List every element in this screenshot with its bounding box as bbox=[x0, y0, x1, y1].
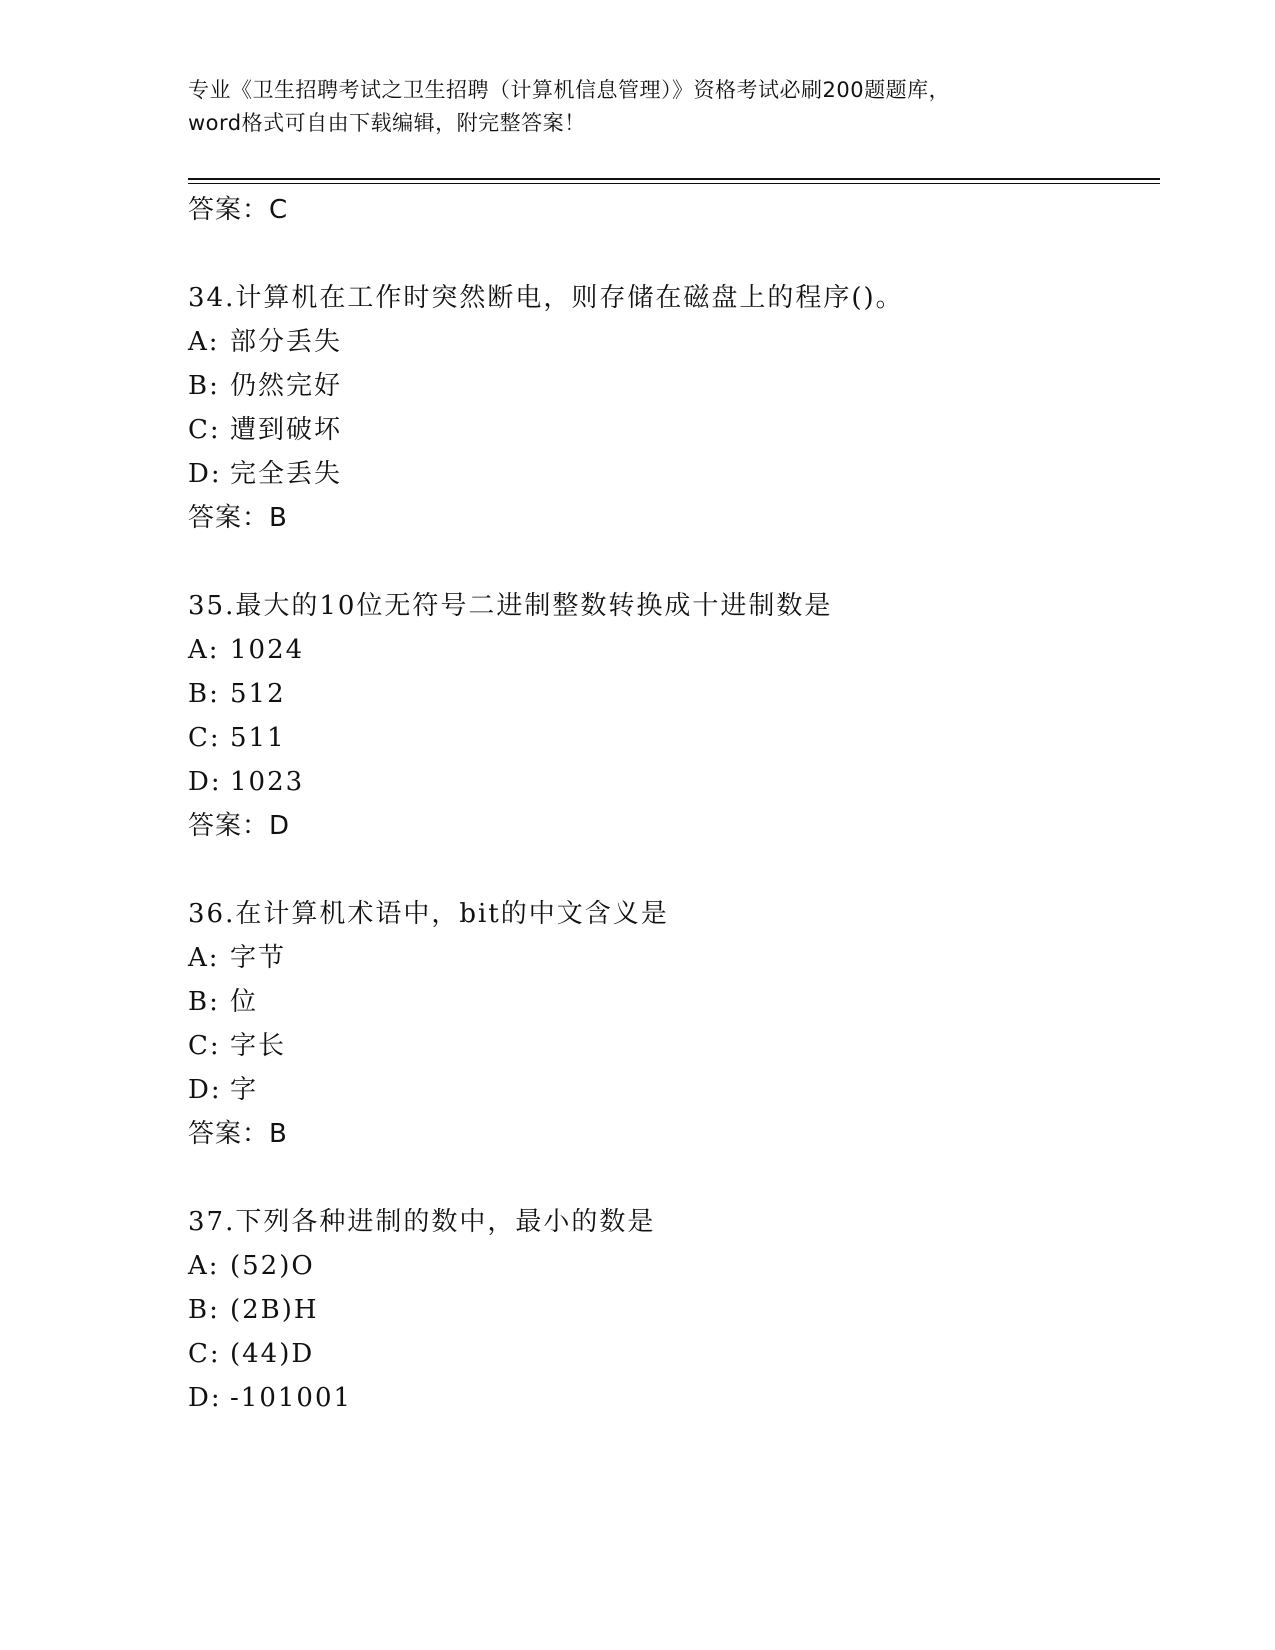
option-34-c bbox=[188, 412, 342, 448]
question-stem-36: 36.在计算机术语中，bit的中文含义是 bbox=[188, 899, 669, 929]
option-text: 1023 bbox=[230, 767, 305, 797]
header-line-1: 专业《卫生招聘考试之卫生招聘（计算机信息管理）》资格考试必刷200题题库， bbox=[188, 78, 951, 102]
header-line-2: word格式可自由下载编辑，附完整答案！ bbox=[188, 111, 586, 135]
header-rule-thin bbox=[188, 183, 1160, 184]
question-stem-37: 37.下列各种进制的数中，最小的数是 bbox=[188, 1207, 656, 1237]
option-letter: A: bbox=[188, 943, 220, 973]
option-37-c bbox=[188, 1336, 314, 1372]
option-37-d bbox=[188, 1380, 352, 1416]
option-text: 字长 bbox=[230, 1031, 287, 1061]
option-36-a bbox=[188, 940, 286, 976]
option-36-c bbox=[188, 1028, 286, 1064]
option-text: (44)D bbox=[230, 1339, 315, 1369]
answer-36: 答案：B bbox=[188, 1119, 288, 1149]
option-37-a bbox=[188, 1248, 315, 1284]
option-34-a bbox=[188, 324, 342, 360]
option-letter: D: bbox=[188, 459, 222, 489]
option-36-b bbox=[188, 984, 258, 1020]
option-35-b bbox=[188, 676, 286, 712]
option-text: 仍然完好 bbox=[230, 371, 343, 401]
option-letter: B: bbox=[188, 1295, 220, 1325]
option-text: 字节 bbox=[230, 943, 287, 973]
answer-prev: 答案：C bbox=[188, 195, 289, 225]
option-text: (2B)H bbox=[230, 1295, 319, 1325]
option-35-c bbox=[188, 720, 286, 756]
option-34-d bbox=[188, 456, 342, 492]
option-letter: B: bbox=[188, 371, 220, 401]
option-text: 511 bbox=[230, 723, 286, 753]
option-letter: B: bbox=[188, 987, 220, 1017]
option-letter: C: bbox=[188, 1339, 221, 1369]
document-header bbox=[188, 74, 1088, 140]
option-letter: B: bbox=[188, 679, 220, 709]
option-text: 部分丢失 bbox=[230, 327, 343, 357]
option-letter: C: bbox=[188, 1031, 221, 1061]
option-letter: C: bbox=[188, 723, 221, 753]
question-stem-34: 34.计算机在工作时突然断电，则存储在磁盘上的程序()。 bbox=[188, 283, 904, 313]
header-rule-thick bbox=[188, 178, 1160, 180]
option-text: 1024 bbox=[230, 635, 305, 665]
option-35-d bbox=[188, 764, 304, 800]
answer-34: 答案：B bbox=[188, 503, 288, 533]
question-stem-35: 35.最大的10位无符号二进制整数转换成十进制数是 bbox=[188, 591, 833, 621]
option-text: 字 bbox=[230, 1075, 259, 1105]
option-text: 512 bbox=[230, 679, 286, 709]
option-letter: D: bbox=[188, 1075, 222, 1105]
option-36-d bbox=[188, 1072, 258, 1108]
option-letter: D: bbox=[188, 767, 222, 797]
option-text: -101001 bbox=[230, 1383, 353, 1413]
option-letter: A: bbox=[188, 1251, 220, 1281]
option-text: (52)O bbox=[230, 1251, 315, 1281]
option-34-b bbox=[188, 368, 342, 404]
option-letter: A: bbox=[188, 635, 220, 665]
option-letter: A: bbox=[188, 327, 220, 357]
answer-35: 答案：D bbox=[188, 811, 291, 841]
option-text: 完全丢失 bbox=[230, 459, 343, 489]
option-letter: C: bbox=[188, 415, 221, 445]
option-text: 位 bbox=[230, 987, 259, 1017]
option-35-a bbox=[188, 632, 304, 668]
option-letter: D: bbox=[188, 1383, 222, 1413]
option-text: 遭到破坏 bbox=[230, 415, 343, 445]
option-37-b bbox=[188, 1292, 319, 1328]
